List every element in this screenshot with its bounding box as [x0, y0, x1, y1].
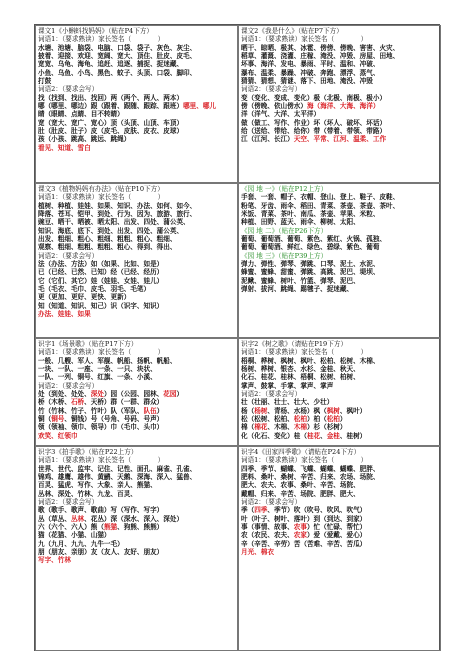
line-text: 变（变化、变成、变化）极（北极、南极、极小）: [241, 93, 387, 102]
word-line: [241, 415, 438, 423]
word-line: [38, 540, 235, 548]
word-line: [241, 218, 438, 226]
line-text: 、: [320, 431, 327, 440]
lesson-cell: [238, 338, 441, 446]
line-text: 识字2《树之歌》（请贴在P19下方）: [241, 340, 348, 348]
line-text: 一队、一列、铜号、红旗、一条、小溪、: [38, 373, 157, 382]
line-text: 词语2：（要求会写）: [38, 381, 99, 390]
word-line: [38, 373, 235, 381]
line-text: 瀑布、温柔、暴躁、冲破、奔跑、漂浮、蒸气、: [241, 68, 380, 77]
line-text: 宽宽、乌龟、海龟、追赶、追逐、捕捉、捉迷藏、: [38, 60, 184, 69]
highlighted-words: 金桂: [326, 431, 340, 440]
line-text: 、枫叶）: [339, 406, 367, 415]
line-text: 、铜钱）号（号角、号码、号声）: [64, 415, 164, 424]
word-line: [38, 390, 235, 398]
line-text: ）园（公园、园林、: [103, 390, 164, 399]
word-line: [38, 531, 235, 539]
word-line: [38, 268, 235, 276]
word-line: [241, 548, 438, 556]
line-text: 弹射、拔河、跳绳、踢毽子、捉迷藏、: [241, 285, 354, 294]
word-line: [241, 357, 438, 365]
word-line: [38, 302, 235, 310]
lesson-cell: [35, 446, 238, 651]
lesson-title: [38, 27, 235, 35]
highlighted-words: 松柏: [326, 415, 340, 424]
line-text: 词语2：（要求会写）: [241, 390, 302, 399]
line-text: 农（农民、农夫、: [241, 531, 294, 540]
line-text: 肥大、农夫、农事、桑叶、辛苦、场院、: [241, 481, 360, 490]
line-text: 识字4《田家四季歌》（请贴在P24下方）: [241, 448, 361, 456]
line-text: 米饭、青菜、茶叶、南瓜、茶壶、苹果、米粒、: [241, 210, 380, 219]
highlighted-words: 农事: [293, 523, 307, 532]
line-text: 松（松树、松柏、: [241, 415, 294, 424]
word-line: [241, 127, 438, 135]
word-line: [38, 44, 235, 52]
line-text: 梧桐、桦树、枫树、枫叶、松柏、松树、木棉、: [241, 356, 380, 365]
word-line: [38, 260, 235, 268]
highlighted-words: 桂花: [306, 431, 321, 440]
line-text: 词语1：（要求熟读）家长签名（ ）: [241, 456, 368, 465]
word-line: [38, 515, 235, 523]
line-text: 打鼓: [38, 77, 52, 86]
section-label: [241, 498, 438, 506]
lesson-cell: [35, 338, 238, 446]
line-text: 课文1《小蝌蚪找妈妈》（贴在P4下方）: [38, 27, 154, 35]
word-line: [241, 202, 438, 210]
line-text: 戴帽、归来、辛苦、场院、肥胖、肥大、: [241, 489, 360, 498]
word-line: [241, 523, 438, 531]
word-line: [241, 506, 438, 514]
line-text: 、狗熊、熊熊）: [117, 523, 164, 532]
line-text: 降落、苍耳、铠甲、到处、行为、因为、旅游、旅行、: [38, 210, 197, 219]
line-text: ）: [156, 406, 164, 415]
highlighted-words: 天空、平常、江河、温柔、工作: [293, 135, 387, 144]
line-text: 傍（傍晚、依山傍水）: [241, 102, 307, 111]
line-text: 词语1：（要求熟读）家长签名（ ）: [38, 456, 165, 465]
line-text: 、木棉、: [267, 423, 294, 432]
lesson-title: [241, 27, 438, 35]
line-text: 九（九月、九九、九牛一毛）: [38, 539, 124, 548]
line-text: 哪（哪里、哪边）跟（跟着、跟随、跟踪、跟班）: [38, 102, 184, 111]
line-text: 辛（辛苦、辛劳）苦（苦难、辛苦、苦瓜）: [241, 539, 367, 548]
section-label: [38, 382, 235, 390]
word-line: [38, 69, 235, 77]
word-line: [241, 110, 438, 118]
line-text: 弹力、弹性、弹琴、弹跳、口琴、泥土、水泥、: [241, 260, 380, 269]
line-text: 化石、桂花、桂林、梧桐、松树、柏树、: [241, 373, 360, 382]
line-text: 豌豆、晒干、晒被、晒太阳、出发、四处、蒲公英、: [38, 218, 190, 227]
section-label: [241, 85, 438, 93]
word-line: [38, 548, 235, 556]
line-text: 领（领袖、领巾、领导）巾（毛巾、头巾）: [38, 423, 164, 432]
word-line: [241, 365, 438, 373]
line-text: 朋（朋友、亲朋）友（友人、友好、朋友）: [38, 548, 164, 557]
word-line: [38, 235, 235, 243]
word-line: [38, 60, 235, 68]
section-label: [38, 35, 235, 43]
word-line: [38, 407, 235, 415]
line-text: 坏事、海洋、发电、暴雨、平时、温和、冲破、: [241, 60, 380, 69]
highlighted-words: 海（海洋、大海、海洋）: [306, 102, 380, 111]
line-text: 披着、迎接、欢迎、宽阔、宽大、顶住、肚皮、皮毛、: [38, 52, 197, 61]
lesson-title: [38, 340, 235, 348]
word-line: [38, 481, 235, 489]
vocabulary-sheet: [34, 24, 440, 651]
word-line: [38, 243, 235, 251]
line-text: 处（到处、处处、: [38, 390, 91, 399]
lesson-cell: [35, 25, 238, 183]
word-line: [241, 531, 438, 539]
word-line: [38, 293, 235, 301]
word-line: [241, 277, 438, 285]
word-line: [38, 227, 235, 235]
line-text: 粉笔、牙齿、雨伞、稻田、青菜、茶壶、茶壶、茶叶、: [241, 201, 400, 210]
line-text: ）爱（爱戴、爱心）: [306, 531, 367, 540]
word-line: [241, 69, 438, 77]
line-text: 孩（小孩、跳高、跳远、跳绳）: [38, 135, 131, 144]
highlighted-words: 木棉: [293, 423, 307, 432]
line-text: 词语2：（要求会写）: [241, 85, 302, 94]
word-line: [38, 144, 235, 152]
line-text: 洋（洋气、大洋、太平洋）: [241, 110, 321, 119]
section-label: [38, 252, 235, 260]
line-text: 毛（毛衣、毛巾、皮毛、羽毛、毛笔）: [38, 285, 151, 294]
line-text: ）杉（杉树）: [306, 423, 347, 432]
line-text: 事（事情、故事、: [241, 523, 294, 532]
line-text: 、季节）吹（吹号、吹风、吹气）: [267, 506, 367, 515]
highlighted-words: 四季: [254, 506, 268, 515]
line-text: 词语1：（要求熟读）家长签名（ ）: [241, 35, 368, 44]
highlighted-words: 花园: [163, 390, 177, 399]
line-text: 一般、几艘、军人、军舰、帆船、扬帆、帆船、: [38, 356, 177, 365]
word-line: [38, 357, 235, 365]
line-text: ）: [176, 390, 184, 399]
section-label: [38, 498, 235, 506]
highlighted-words: 农家: [293, 531, 307, 540]
line-text: 季（: [241, 506, 255, 515]
word-line: [38, 490, 235, 498]
line-text: 课文3《植物妈妈有办法》（贴在P10下方）: [38, 185, 164, 193]
line-text: ）忙（忙碌、帮忙）: [306, 523, 367, 532]
word-line: [241, 285, 438, 293]
lesson-cell: [238, 446, 441, 651]
word-line: [241, 235, 438, 243]
word-line: [241, 119, 438, 127]
lesson-title: [241, 448, 438, 456]
highlighted-words: 铜号: [51, 415, 65, 424]
word-line: [38, 119, 235, 127]
word-line: [241, 260, 438, 268]
line-text: 观察、粗细、粗粗、粗粗、粗心、得到、得出、: [38, 243, 177, 252]
word-line: [241, 52, 438, 60]
word-line: [241, 382, 438, 390]
highlighted-words: 丛林: [70, 514, 85, 523]
line-text: 、桂树）: [339, 431, 367, 440]
lesson-title: [241, 340, 438, 348]
word-line: [241, 60, 438, 68]
word-line: [241, 407, 438, 415]
line-text: 肚（肚皮、肚子）皮（皮毛、皮肤、皮衣、皮球）: [38, 127, 184, 136]
word-line: [38, 277, 235, 285]
highlighted-words: 办法、娃娃、如果: [38, 310, 91, 319]
line-text: 丛林、深处、竹林、九龙、百灵、: [38, 489, 137, 498]
line-text: 找（找到、找出、找回）两（两个、两人、两本）: [38, 93, 184, 102]
line-text: 小鱼、乌鱼、小鸟、黑色、蚊子、头顶、口袋、脚印、: [38, 68, 197, 77]
lesson-cell: [238, 25, 441, 183]
line-text: 词语2：（要求会写）: [38, 85, 99, 94]
word-line: [38, 310, 235, 318]
line-text: 一块、一队、一座、一条、一只、块状、: [38, 365, 157, 374]
line-text: 识字1《场景歌》（贴在P17下方）: [38, 340, 138, 348]
lesson-title: [38, 185, 235, 193]
word-line: [241, 490, 438, 498]
line-text: 水塘、池塘、脑袋、电脑、口袋、袋子、灰色、灰尘、: [38, 43, 197, 52]
line-text: 更（更加、更好、更快、更新）: [38, 293, 131, 302]
line-text: 词语2：（要求会写）: [38, 498, 99, 507]
word-line: [38, 127, 235, 135]
word-line: [38, 285, 235, 293]
section-label: [241, 390, 438, 398]
word-line: [38, 365, 235, 373]
word-line: [38, 102, 235, 110]
word-line: [241, 473, 438, 481]
word-line: [38, 556, 235, 564]
highlighted-words: 月光、棉衣: [241, 548, 274, 557]
line-text: 《园 地 一》（贴在P12上方）: [241, 185, 328, 193]
line-text: 百灵、猛虎、写作、大象、亲人、熊猫、: [38, 481, 157, 490]
highlighted-words: 队伍: [143, 406, 157, 415]
line-text: 法（办法、方法）如（如果、比如、如是）: [38, 260, 164, 269]
line-text: 丛（草丛、: [38, 514, 71, 523]
word-line: [241, 210, 438, 218]
highlighted-words: 欢笑、红领巾: [38, 431, 78, 440]
line-text: 蜂蜜、蜜蜂、甜蜜、弹跳、高跳、泥巴、堤坝、: [241, 268, 380, 277]
word-line: [241, 540, 438, 548]
lesson-cell: [238, 183, 441, 338]
word-line: [241, 481, 438, 489]
line-text: 杨（: [241, 406, 255, 415]
line-text: 泥鳅、蜜蜂、树叶、竹篮、弹琴、泥巴、: [241, 276, 360, 285]
word-line: [38, 523, 235, 531]
word-line: [38, 52, 235, 60]
word-line: [38, 110, 235, 118]
line-text: 六（六个、六人）熊（: [38, 523, 104, 532]
highlighted-words: 深处: [90, 390, 104, 399]
section-label: [241, 456, 438, 464]
line-text: ）: [339, 415, 347, 424]
highlighted-words: 石桥: [70, 398, 85, 407]
line-text: 铜（: [38, 415, 52, 424]
line-text: 给（送给、带给、给你）带（带着、带领、带路）: [241, 127, 387, 136]
line-text: 词语1：（要求熟读）家长签名（ ）: [38, 193, 165, 202]
word-line: [38, 135, 235, 143]
line-text: 晒干、晾晒、极其、冰雹、傍傍、傍晚、害害、火灾、: [241, 43, 400, 52]
word-line: [38, 398, 235, 406]
section-label: [38, 456, 235, 464]
section-label: [241, 35, 438, 43]
line-text: 猫（花猫、小猫、山猫）: [38, 531, 111, 540]
line-text: 词语1：（要求熟读）家长签名（ ）: [38, 35, 165, 44]
word-line: [241, 94, 438, 102]
word-line: [241, 465, 438, 473]
word-line: [241, 373, 438, 381]
word-line: [241, 243, 438, 251]
line-text: 词语1：（要求熟读）家长签名（ ）: [38, 348, 165, 357]
line-text: 葡萄、葡萄酒、葡萄、紫色、紫红、火锅、孤独、: [241, 235, 387, 244]
line-text: 稻草、灌溉、浇灌、庄稼、淹没、冲毁、房屋、田地、: [241, 52, 400, 61]
line-text: 化（化石、变化）桂（: [241, 431, 307, 440]
word-line: [38, 94, 235, 102]
line-text: 课文2《我是什么》（贴在P7下方）: [241, 27, 343, 35]
line-text: 锦鸡、雄鹰、雄伟、黄鹂、天鹅、深海、深入、猛兽、: [38, 473, 197, 482]
word-line: [241, 432, 438, 440]
word-line: [38, 210, 235, 218]
line-text: 江（江河、长江）: [241, 135, 294, 144]
line-text: 已（已经、已然、已知）经（已经、经历）: [38, 268, 164, 277]
highlighted-words: 看见、知道、雪白: [38, 143, 91, 152]
line-text: 棉（: [241, 423, 255, 432]
word-line: [241, 77, 438, 85]
word-line: [38, 415, 235, 423]
highlighted-words: 杨树: [254, 406, 268, 415]
lesson-title: [241, 185, 438, 193]
line-text: 叶（叶子、树叶、落叶）到（到达、到家）: [241, 514, 367, 523]
highlighted-words: 熊猫: [103, 523, 118, 532]
line-text: 宽（宽大、宽广、宽心）顶（头顶、山顶、车顶）: [38, 118, 184, 127]
line-text: 做（做工、写作、作业）坏（坏人、破坏、坏话）: [241, 118, 387, 127]
word-line: [38, 77, 235, 85]
line-text: 词语2：（要求会写）: [38, 251, 99, 260]
line-text: 肥料、桑叶、桑树、辛苦、归来、农场、场院、: [241, 473, 380, 482]
line-text: 手套、一套、帽子、衣帽、登山、登上、鞋子、皮鞋、: [241, 193, 400, 202]
word-line: [38, 423, 235, 431]
line-text: 它（它们、其它）娃（娃娃、女娃、娃儿）: [38, 276, 164, 285]
line-text: 词语1：（要求熟读）家长签名（ ）: [241, 348, 368, 357]
word-line: [241, 268, 438, 276]
line-text: 葡萄、葡萄酒、鲜红、绿色、碧绿、紫色、葡萄: [241, 243, 380, 252]
word-line: [38, 202, 235, 210]
line-text: 、花丛）深（深水、深入、深处）: [84, 514, 184, 523]
lesson-cell: [35, 183, 238, 338]
line-text: 世界、世代、监牢、记住、记性、面孔、麻雀、孔雀、: [38, 464, 197, 473]
line-text: 猜猜、猜想、猜谜、落下、田地、淹没、冲毁: [241, 77, 373, 86]
line-text: 词语2：（要求会写）: [241, 498, 302, 507]
highlighted-words: 棉花: [254, 423, 268, 432]
line-text: 、天桥）群（一群、群众）: [84, 398, 164, 407]
line-text: 四季、季节、蝴蝶、飞蝶、蝴蝶、蝴蝶、肥胖、: [241, 464, 380, 473]
section-label: [38, 348, 235, 356]
line-text: 知（知道、知识、知己）识（识字、知识）: [38, 301, 164, 310]
line-text: 、青杨、水杨）枫（: [267, 406, 327, 415]
word-line: [38, 218, 235, 226]
word-line: [241, 135, 438, 143]
word-line: [38, 473, 235, 481]
section-label: [38, 85, 235, 93]
line-text: 掌声、鼓掌、手掌、掌声、掌声: [241, 381, 334, 390]
line-text: 歌（歌手、歌声、歌曲）写（写作、写字）: [38, 506, 164, 515]
line-text: ）柏（: [306, 415, 327, 424]
line-text: 杨树、桦树、银杏、水杉、金桂、秋天、: [241, 365, 360, 374]
section-label: [241, 348, 438, 356]
lesson-title: [241, 227, 438, 235]
line-text: 植树、种植、娃娃、如果、知识、办法、如何、如今、: [38, 201, 197, 210]
lesson-title: [241, 252, 438, 260]
highlighted-words: 哪里、哪儿: [183, 102, 217, 111]
line-text: 知识、海底、底下、到处、出发、四处、蒲公英、: [38, 226, 184, 235]
word-line: [241, 515, 438, 523]
line-text: 壮（壮丽、壮士、壮大、少壮）: [241, 398, 334, 407]
word-line: [241, 44, 438, 52]
word-line: [241, 102, 438, 110]
line-text: 《园 地 二》（贴在P26下方）: [241, 226, 328, 235]
line-text: 种植、田野、蓝天、雨伞、柳树、太阳、: [241, 218, 360, 227]
highlighted-words: 枫树: [326, 406, 340, 415]
line-text: 睛（眼睛、点睛、目不转睛）: [38, 110, 124, 119]
word-line: [38, 432, 235, 440]
line-text: 识字3《拍手歌》（贴在P22上方）: [38, 448, 138, 456]
word-line: [38, 506, 235, 514]
highlighted-words: 写字、竹林: [38, 556, 71, 565]
word-line: [38, 465, 235, 473]
word-line: [241, 398, 438, 406]
line-text: 桥（木桥、: [38, 398, 71, 407]
line-text: 竹（竹林、竹子、竹叶）队（军队、: [38, 406, 144, 415]
word-line: [241, 193, 438, 201]
lesson-title: [38, 448, 235, 456]
highlighted-words: 松柏: [293, 415, 307, 424]
word-line: [241, 423, 438, 431]
line-text: 《园 地 三》（贴在P39上方）: [241, 251, 328, 260]
line-text: 出发、粗细、粗心、粗细、粗粗、粗心、粗细、: [38, 235, 177, 244]
section-label: [38, 193, 235, 201]
